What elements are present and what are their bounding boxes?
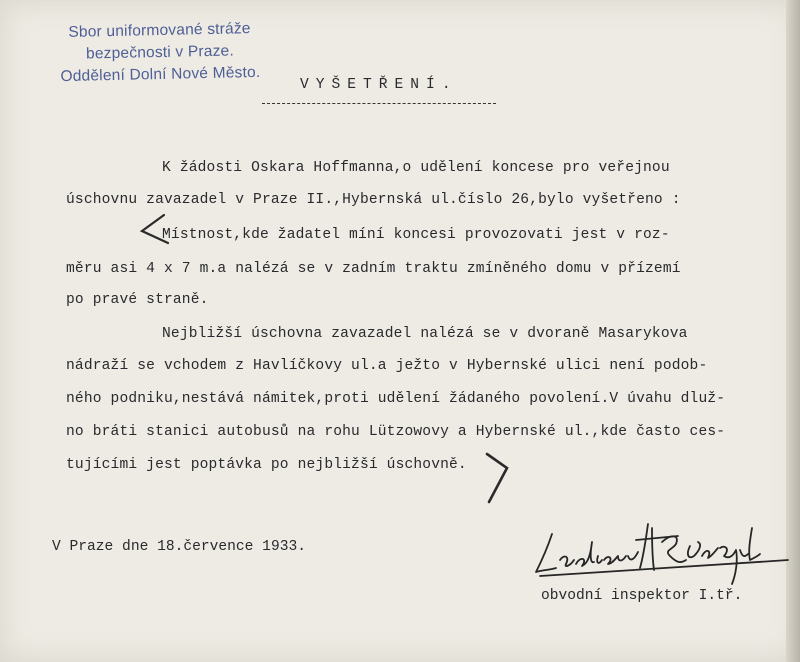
text-line: úschovnu zavazadel v Praze II.,Hybernská ul.číslo 26,bylo vyšetřeno : bbox=[66, 192, 681, 208]
text-line: tujícími jest poptávka po nejbližší úschovně. bbox=[66, 457, 467, 473]
text-line: nádraží se vchodem z Havlíčkovy ul.a ježto v Hybernské ulici není podob- bbox=[66, 358, 708, 374]
text-line: no bráti stanici autobusů na rohu Lützowovy a Hybernské ul.,kde často ces- bbox=[66, 424, 726, 440]
text-line: ného podniku,nestává námitek,proti udělení žádaného povolení.V úvahu dluž- bbox=[66, 391, 726, 407]
text-line: K žádosti Oskara Hoffmanna,o udělení koncese pro veřejnou bbox=[162, 160, 670, 176]
text-line: Nejbližší úschovna zavazadel nalézá se v dvoraně Masarykova bbox=[162, 326, 688, 342]
text-line: po pravé straně. bbox=[66, 292, 209, 308]
title-underline bbox=[262, 103, 496, 104]
stamp-line-3: Oddělení Dolní Nové Město. bbox=[60, 63, 261, 86]
official-title: obvodní inspektor I.tř. bbox=[541, 588, 743, 604]
closing-bracket-mark bbox=[483, 448, 523, 508]
stamp-line-2: bezpečnosti v Praze. bbox=[85, 42, 235, 63]
document-title: VYŠETŘENÍ. bbox=[300, 77, 458, 93]
stamp-line-1: Sbor uniformované stráže bbox=[68, 20, 251, 41]
text-line: Místnost,kde žadatel míní koncesi provozovati jest v roz- bbox=[162, 227, 670, 243]
opening-bracket-mark bbox=[132, 213, 172, 247]
date-line: V Praze dne 18.července 1933. bbox=[52, 539, 306, 555]
text-line: měru asi 4 x 7 m.a nalézá se v zadním traktu zmíněného domu v přízemí bbox=[66, 261, 681, 277]
office-stamp bbox=[39, 17, 280, 88]
